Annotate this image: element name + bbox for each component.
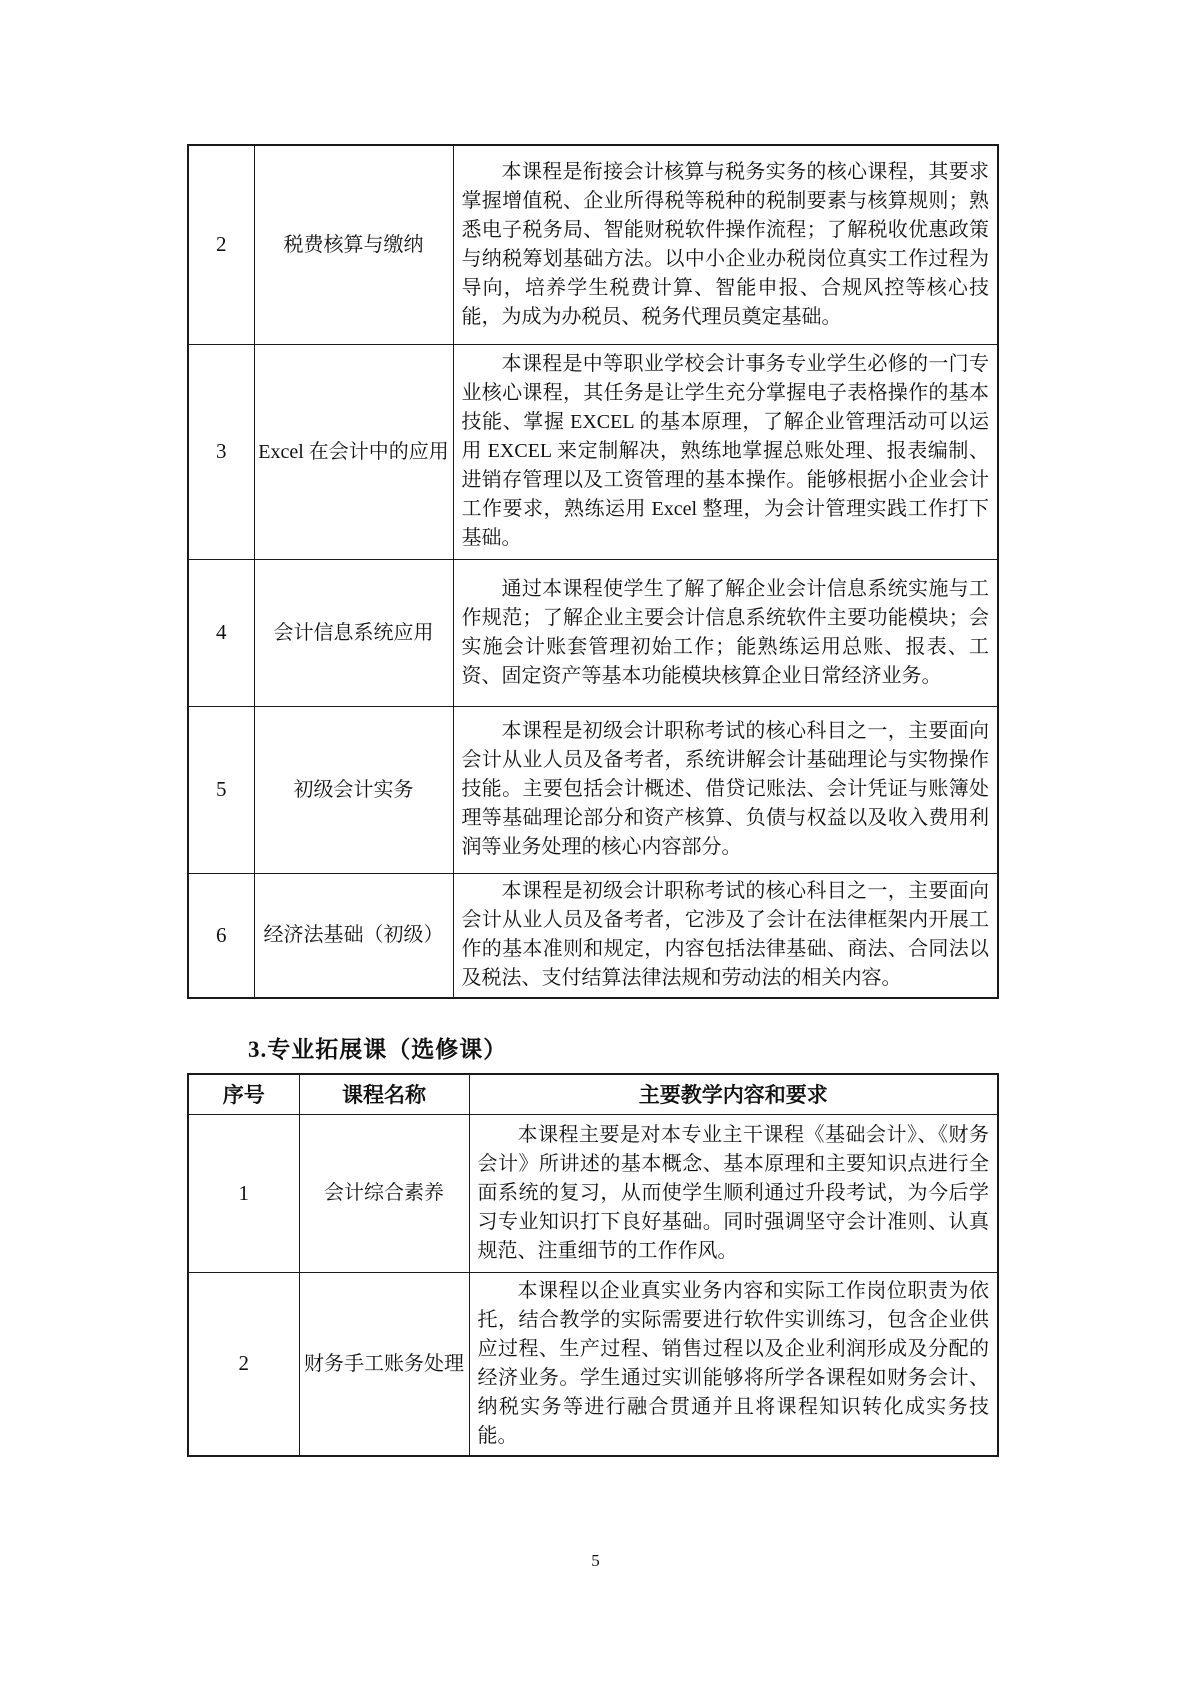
table-row: [188, 1272, 998, 1456]
table-row: [188, 1114, 998, 1272]
table-row: [188, 873, 998, 998]
table-row: [188, 706, 998, 873]
course-name: 会计综合素养: [299, 1114, 469, 1272]
table-header-row: [188, 1074, 998, 1114]
course-number: 2: [188, 145, 254, 344]
table-row: [188, 559, 998, 706]
course-description-cell: [453, 873, 998, 998]
course-name: 会计信息系统应用: [254, 559, 453, 706]
table-row: [188, 344, 998, 559]
table-row: [188, 145, 998, 344]
course-number: 4: [188, 559, 254, 706]
course-number: 1: [188, 1114, 299, 1272]
course-name: 财务手工账务处理: [299, 1272, 469, 1456]
page-number: 5: [591, 1551, 600, 1570]
course-description: 本课程以企业真实业务内容和实际工作岗位职责为依托，结合教学的实际需要进行软件实训练习，包含企业供应过程、生产过程、销售过程以及企业利润形成及分配的经济业务。学生通过实训能够将所学各课程如财务会计、纳税实务等进行融合贯通并且将课程知识转化成实务技能。: [477, 1279, 989, 1447]
course-name: 税费核算与缴纳: [254, 145, 453, 344]
course-number: 2: [188, 1272, 299, 1456]
course-number: 6: [188, 873, 254, 998]
course-description-cell: [453, 706, 998, 873]
course-number: 3: [188, 344, 254, 559]
course-description-cell: [469, 1272, 998, 1456]
elective-course-table: [187, 1073, 999, 1457]
course-description-cell: [453, 344, 998, 559]
course-number: 5: [188, 706, 254, 873]
course-name: 初级会计实务: [254, 706, 453, 873]
course-description: 本课程主要是对本专业主干课程《基础会计》、《财务会计》所讲述的基本概念、基本原理和主要知识点进行全面系统的复习，从而使学生顺利通过升段考试，为今后学习专业知识打下良好基础。同时强调坚守会计准则、认真规范、注重细节的工作作风。: [477, 1123, 989, 1262]
course-description-cell: [469, 1114, 998, 1272]
course-description: 本课程是衔接会计核算与税务实务的核心课程，其要求掌握增值税、企业所得税等税种的税制要素与核算规则；熟悉电子税务局、智能财税软件操作流程；了解税收优惠政策与纳税筹划基础方法。以中小企业办税岗位真实工作过程为导向，培养学生税费计算、智能申报、合规风控等核心技能，为成为办税员、税务代理员奠定基础。: [461, 160, 989, 328]
course-description: 本课程是初级会计职称考试的核心科目之一，主要面向会计从业人员及备考者，系统讲解会计基础理论与实物操作技能。主要包括会计概述、借贷记账法、会计凭证与账簿处理等基础理论部分和资产核算、负债与权益以及收入费用利润等业务处理的核心内容部分。: [461, 720, 989, 858]
header-number: 序号: [188, 1074, 299, 1114]
course-name: 经济法基础（初级）: [254, 873, 453, 998]
header-course-name: 课程名称: [299, 1074, 469, 1114]
course-description-cell: [453, 145, 998, 344]
core-course-table-continued: [187, 144, 999, 999]
course-description: 通过本课程使学生了解了解企业会计信息系统实施与工作规范；了解企业主要会计信息系统软件主要功能模块；会实施会计账套管理初始工作；能熟练运用总账、报表、工资、固定资产等基本功能模块核算企业日常经济业务。: [461, 577, 989, 687]
section-heading: 3.专业拓展课（选修课）: [248, 1037, 508, 1062]
course-description: 本课程是中等职业学校会计事务专业学生必修的一门专业核心课程，其任务是让学生充分掌握电子表格操作的基本技能、掌握 EXCEL 的基本原理，了解企业管理活动可以运用 EXCEL 来定制解决，熟练地掌握总账处理、报表编制、进销存管理以及工资管理的基本操作。能够根据小企业会计工作要求，熟练运用 Excel 整理，为会计管理实践工作打下基础。: [461, 353, 989, 549]
header-content: 主要教学内容和要求: [469, 1074, 998, 1114]
course-description-cell: [453, 559, 998, 706]
course-description: 本课程是初级会计职称考试的核心科目之一，主要面向会计从业人员及备考者，它涉及了会计在法律框架内开展工作的基本准则和规定，内容包括法律基础、商法、合同法以及税法、支付结算法律法规和劳动法的相关内容。: [461, 880, 989, 990]
course-name: Excel 在会计中的应用: [254, 344, 453, 559]
